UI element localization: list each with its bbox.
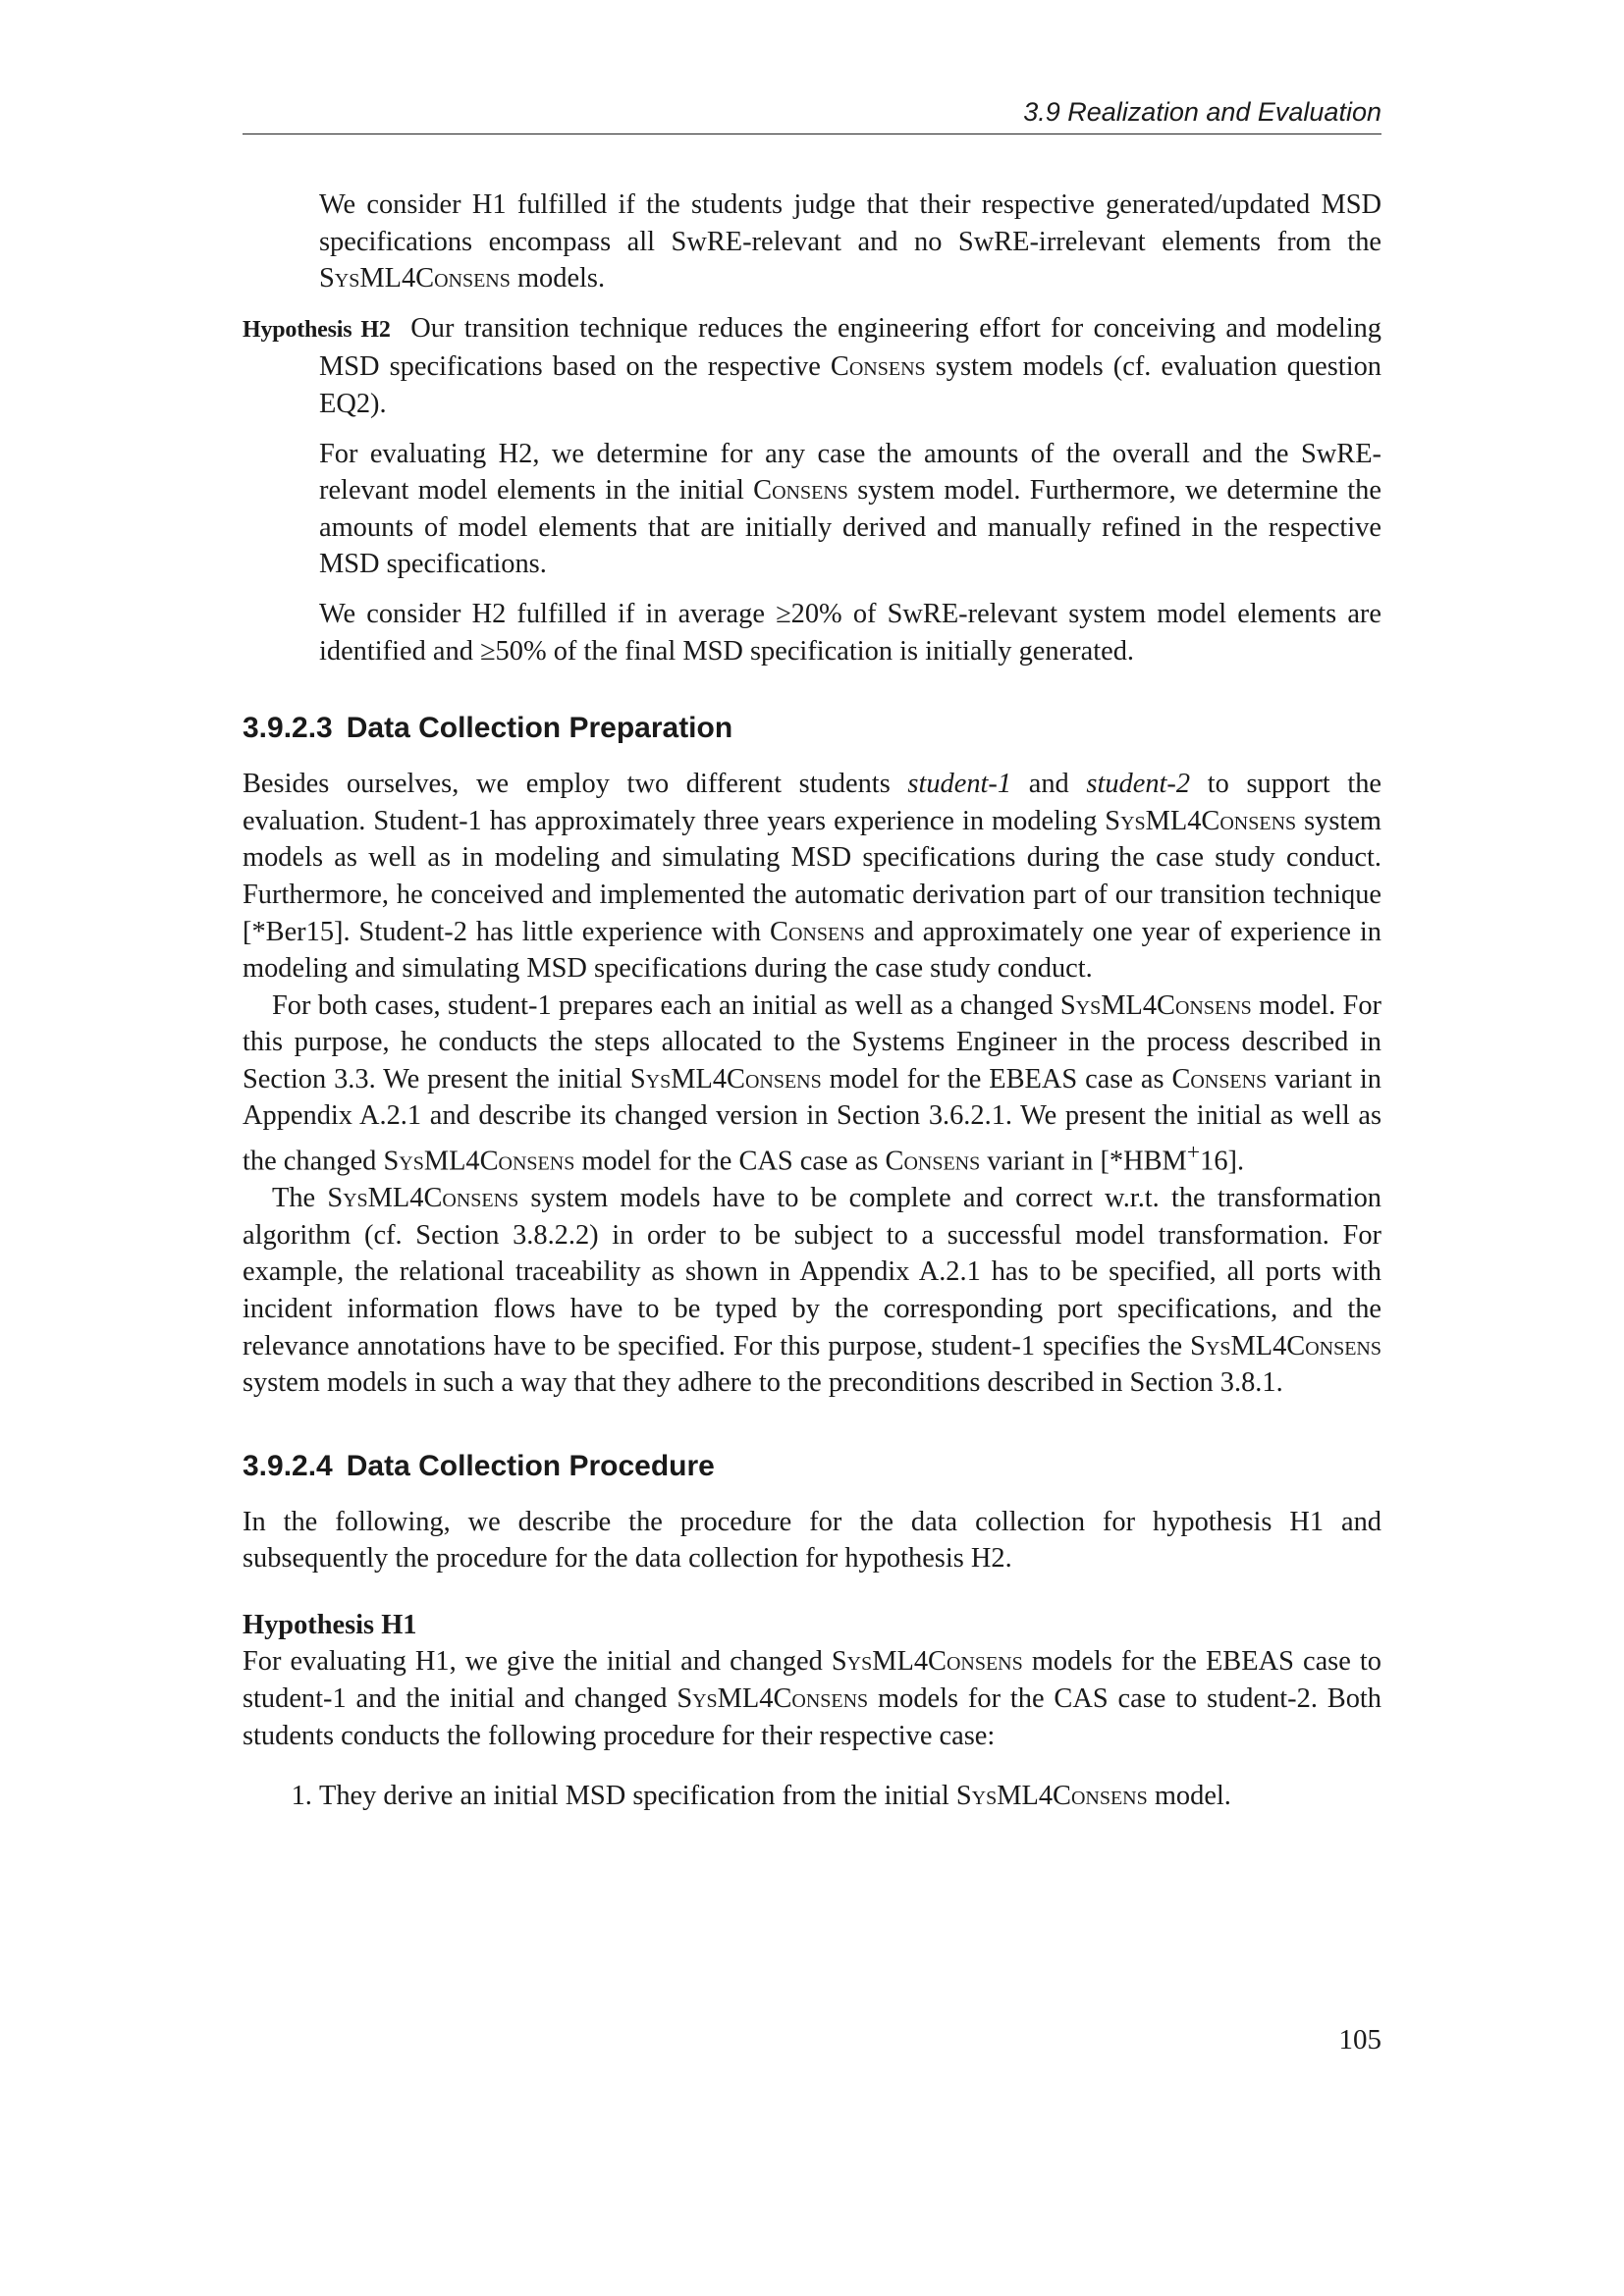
sysml4consens-term: SysML4Consens <box>319 263 511 294</box>
sysml4consens-term: SysML4Consens <box>1105 805 1297 836</box>
preparation-paragraph-2: For both cases, student-1 prepares each an initial as well as a changed SysML4Consens model. For this purpose, he conducts the steps allocated to the Systems Engineer in the process described in Section 3.3. We present the initial SysML4Consens model for the EBEAS case as Consens variant in Appendix A.2.1 and describe its changed version in Section 3.6.2.1. We present the initial as well as the changed SysML4Consens model for the CAS case as Consens variant in [*HBM+16]. <box>243 989 1381 1177</box>
page-number: 105 <box>1338 2024 1381 2056</box>
h1-fulfillment-paragraph: We consider H1 fulfilled if the students judge that their respective generated/updated MSD specifications encompass all SwRE-relevant and no SwRE-irrelevant elements from the SysML4Consens models. <box>319 189 1381 294</box>
hypothesis-h2-label: Hypothesis H2 <box>243 316 391 343</box>
consens-term: Consens <box>770 916 865 947</box>
section-heading-3924 <box>243 1447 1381 1486</box>
h2-evaluation-paragraph: For evaluating H2, we determine for any case the amounts of the overall and the SwRE-relevant model elements in the initial Consens system model. Furthermore, we determine the amounts of model elements that are initially derived and manually refined in the respective MSD specifications. <box>319 438 1381 580</box>
h2-fulfillment-paragraph: We consider H2 fulfilled if in average ≥20% of SwRE-relevant system model elements are identified and ≥50% of the final MSD specification is initially generated. <box>319 598 1381 667</box>
procedure-intro-paragraph: In the following, we describe the procedure for the data collection for hypothesis H1 and subsequently the procedure for the data collection for hypothesis H2. <box>243 1506 1381 1575</box>
section-heading-3923 <box>243 709 1381 748</box>
h1-procedure-paragraph: For evaluating H1, we give the initial and changed SysML4Consens models for the EBEAS case to student-1 and the initial and changed SysML4Consens models for the CAS case to student-2. Both students conducts the following procedure for their respective case: <box>243 1646 1382 1751</box>
preparation-paragraph-1: Besides ourselves, we employ two different students student-1 and student-2 to support the evaluation. Student-1 has approximately three years experience in modeling SysML4Consens system models as well as in modeling and simulating MSD specifications during the case study conduct. Furthermore, he conceived and implemented the automatic derivation part of our transition technique [*Ber15]. Student-2 has little experience with Consens and approximately one year of experience in modeling and simulating MSD specifications during the case study conduct. <box>243 769 1382 985</box>
running-title: 3.9 Realization and Evaluation <box>1023 97 1381 127</box>
hypothesis-h2-definition: Hypothesis H2 Our transition technique reduces the engineering effort for conceiving and modeling MSD specifications based on the respective Consens system models (cf. evaluation question EQ2). <box>243 312 1381 419</box>
list-item: 1. They derive an initial MSD specification from the initial SysML4Consens model. <box>319 1778 1381 1815</box>
hypothesis-h1-heading: Hypothesis H1 <box>243 1609 417 1640</box>
consens-term: Consens <box>753 475 848 507</box>
running-header <box>243 94 1381 134</box>
section-number: 3.9.2.4 <box>243 1449 333 1482</box>
page-body <box>243 187 1381 1815</box>
consens-term: Consens <box>830 351 926 383</box>
preparation-paragraph-3: The SysML4Consens system models have to be complete and correct w.r.t. the transformation algorithm (cf. Section 3.8.2.2) in order to be subject to a successful model transformation. For example, the relational traceability as shown in Appendix A.2.1 has to be specified, all ports with incident information flows have to be typed by the corresponding port specifications, and the relevance annotations have to be specified. For this purpose, student-1 specifies the SysML4Consens system models in such a way that they adhere to the preconditions described in Section 3.8.1. <box>243 1183 1381 1399</box>
section-title: Data Collection Procedure <box>346 1449 715 1482</box>
section-title: Data Collection Preparation <box>346 712 733 745</box>
procedure-list <box>243 1778 1381 1815</box>
section-number: 3.9.2.3 <box>243 712 333 745</box>
